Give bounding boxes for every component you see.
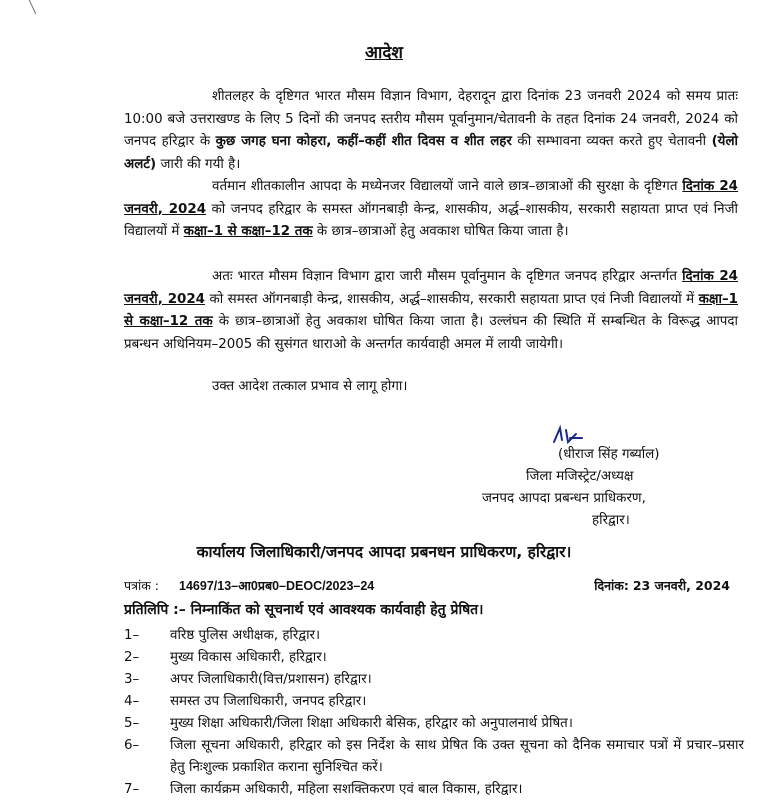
copy-to-list bbox=[124, 625, 744, 801]
p3-text-date: दिनांक 24 जनवरी, 2024 bbox=[124, 269, 738, 307]
p2-text-c: को जनपद हरिद्वार के समस्त ऑगनबाड़ी केन्द्र, शासकीय, अर्द्ध–शासकीय, सरकारी सहायता प्राप्त एवं निजी विद्यालयों में bbox=[124, 201, 738, 239]
list-item-number: 2– bbox=[124, 650, 140, 665]
signatory-name: (धीराज सिंह गर्ब्याल) bbox=[558, 447, 660, 462]
reference-number-group bbox=[124, 577, 374, 594]
document-title: आदेश bbox=[365, 43, 403, 63]
p3-text-a: अतः भारत मौसम विज्ञान विभाग द्वारा जारी मौसम पूर्वानुमान के दृष्टिगत जनपद हरिद्वार अन्तर्गत bbox=[212, 269, 683, 284]
list-item bbox=[124, 779, 744, 801]
signatory-designation: जिला मजिस्ट्रेट/अध्यक्ष bbox=[526, 469, 634, 484]
list-item-number: 1– bbox=[124, 628, 140, 643]
p2-text-classes: कक्षा–1 से कक्षा–12 तक bbox=[183, 224, 313, 239]
reference-date-group bbox=[594, 577, 730, 594]
p2-text-e: के छात्र–छात्राओं हेतु अवकाश घोषित किया जाता है। bbox=[312, 224, 569, 239]
reference-number: 14697/13–आ0प्रब0–DEOC/2023–24 bbox=[179, 579, 375, 593]
p1-text-bold-warning: कुछ जगह घना कोहरा, कहीं–कहीं शीत दिवस व शीत लहर bbox=[215, 134, 512, 149]
p2-text-date: दिनांक 24 जनवरी, 2024 bbox=[124, 179, 738, 217]
signatory-authority: जनपद आपदा प्रबन्धन प्राधिकरण, bbox=[482, 491, 646, 506]
p1-text-a: शीतलहर के दृष्टिगत भारत मौसम विज्ञान विभाग, देहरादून द्वारा दिनांक 23 जनवरी 2024 को समय प्रातः 10:00 बजे उत्तराखण्ड के लिए 5 दिनों की जनपद स्तरीय मौसम पूर्वानुमान/चेतावनी के तहत दिनांक 24 जनवरी, 2024 को जनपद हरिद्वार के bbox=[124, 89, 738, 149]
list-item bbox=[124, 647, 744, 669]
signature-block bbox=[470, 444, 740, 532]
p1-text-e: जारी की गयी है। bbox=[156, 156, 241, 172]
list-item-text: वरिष्ठ पुलिस अधीक्षक, हरिद्वार। bbox=[170, 628, 321, 643]
corner-mark bbox=[29, 0, 55, 14]
signatory-place: हरिद्वार। bbox=[592, 513, 630, 528]
list-item-number: 3– bbox=[124, 672, 140, 687]
list-item-text: जिला सूचना अधिकारी, हरिद्वार को इस निर्देश के साथ प्रेषित कि उक्त सूचना को दैनिक समाचार पत्रों में प्रचार–प्रसार हेतु निःशुल्क प्रकाशित कराना सुनिश्चित करें। bbox=[170, 738, 744, 775]
list-item-number: 7– bbox=[124, 782, 140, 797]
p3-text-c: को समस्त ऑगनबाड़ी केन्द्र, शासकीय, अर्द्ध–शासकीय, सरकारी सहायता प्राप्त एवं निजी विद्यालयों में bbox=[204, 291, 699, 307]
paragraph-holiday-declaration bbox=[124, 176, 738, 244]
p3-text-e: के छात्र–छात्राओं हेतु अवकाश घोषित किया जाता है। उल्लंघन की स्थिति में सम्बन्धित के विरूद्ध आपदा प्रबन्धन अधिनियम–2005 की सुसंगत धाराओ के अन्तर्गत कार्यवाही अमल में लायी जायेगी। bbox=[124, 314, 738, 352]
list-item bbox=[124, 713, 744, 735]
list-item-number: 6– bbox=[124, 738, 140, 753]
reference-row bbox=[124, 577, 730, 594]
list-item bbox=[124, 669, 744, 691]
list-item-text: अपर जिलाधिकारी(वित्त/प्रशासन) हरिद्वार। bbox=[170, 672, 372, 687]
list-item-text: मुख्य शिक्षा अधिकारी/जिला शिक्षा अधिकारी बेसिक, हरिद्वार को अनुपालनार्थ प्रेषित। bbox=[170, 716, 573, 731]
reference-date-label: दिनांक: bbox=[594, 578, 629, 593]
list-item bbox=[124, 691, 744, 713]
list-item bbox=[124, 625, 744, 647]
p3-text-classes: कक्षा–1 से कक्षा–12 तक bbox=[124, 291, 738, 329]
office-heading: कार्यालय जिलाधिकारी/जनपद आपदा प्रबनधन प्राधिकरण, हरिद्वार। bbox=[196, 543, 572, 561]
p1-text-yellow-alert: (येलो अलर्ट) bbox=[124, 134, 738, 172]
paragraph-weather-warning bbox=[124, 86, 738, 176]
list-item-number: 4– bbox=[124, 694, 140, 709]
p1-text-c: की सम्भावना व्यक्त करते हुए चेतावनी bbox=[511, 134, 712, 149]
copy-to-title: प्रतिलिपि :– निम्नाकिंत को सूचनार्थ एवं आवश्यक कार्यवाही हेतु प्रेषित। bbox=[124, 602, 484, 618]
reference-label: पत्रांक : bbox=[124, 578, 160, 593]
list-item-number: 5– bbox=[124, 716, 140, 731]
list-item-text: समस्त उप जिलाधिकारी, जनपद हरिद्वार। bbox=[170, 694, 367, 709]
list-item-text: मुख्य विकास अधिकारी, हरिद्वार। bbox=[170, 650, 327, 665]
paragraph-order bbox=[124, 266, 738, 356]
reference-date: 23 जनवरी, 2024 bbox=[632, 578, 730, 593]
paragraph-effective: उक्त आदेश तत्काल प्रभाव से लागू होगा। bbox=[212, 379, 408, 394]
list-item bbox=[124, 735, 744, 779]
p2-text-a: वर्तमान शीतकालीन आपदा के मध्येनजर विद्यालयों जाने वाले छात्र–छात्राओं की सुरक्षा के दृष्टिगत bbox=[212, 179, 683, 194]
list-item-text: जिला कार्यक्रम अधिकारी, महिला सशक्तिकरण एवं बाल विकास, हरिद्वार। bbox=[170, 782, 523, 797]
